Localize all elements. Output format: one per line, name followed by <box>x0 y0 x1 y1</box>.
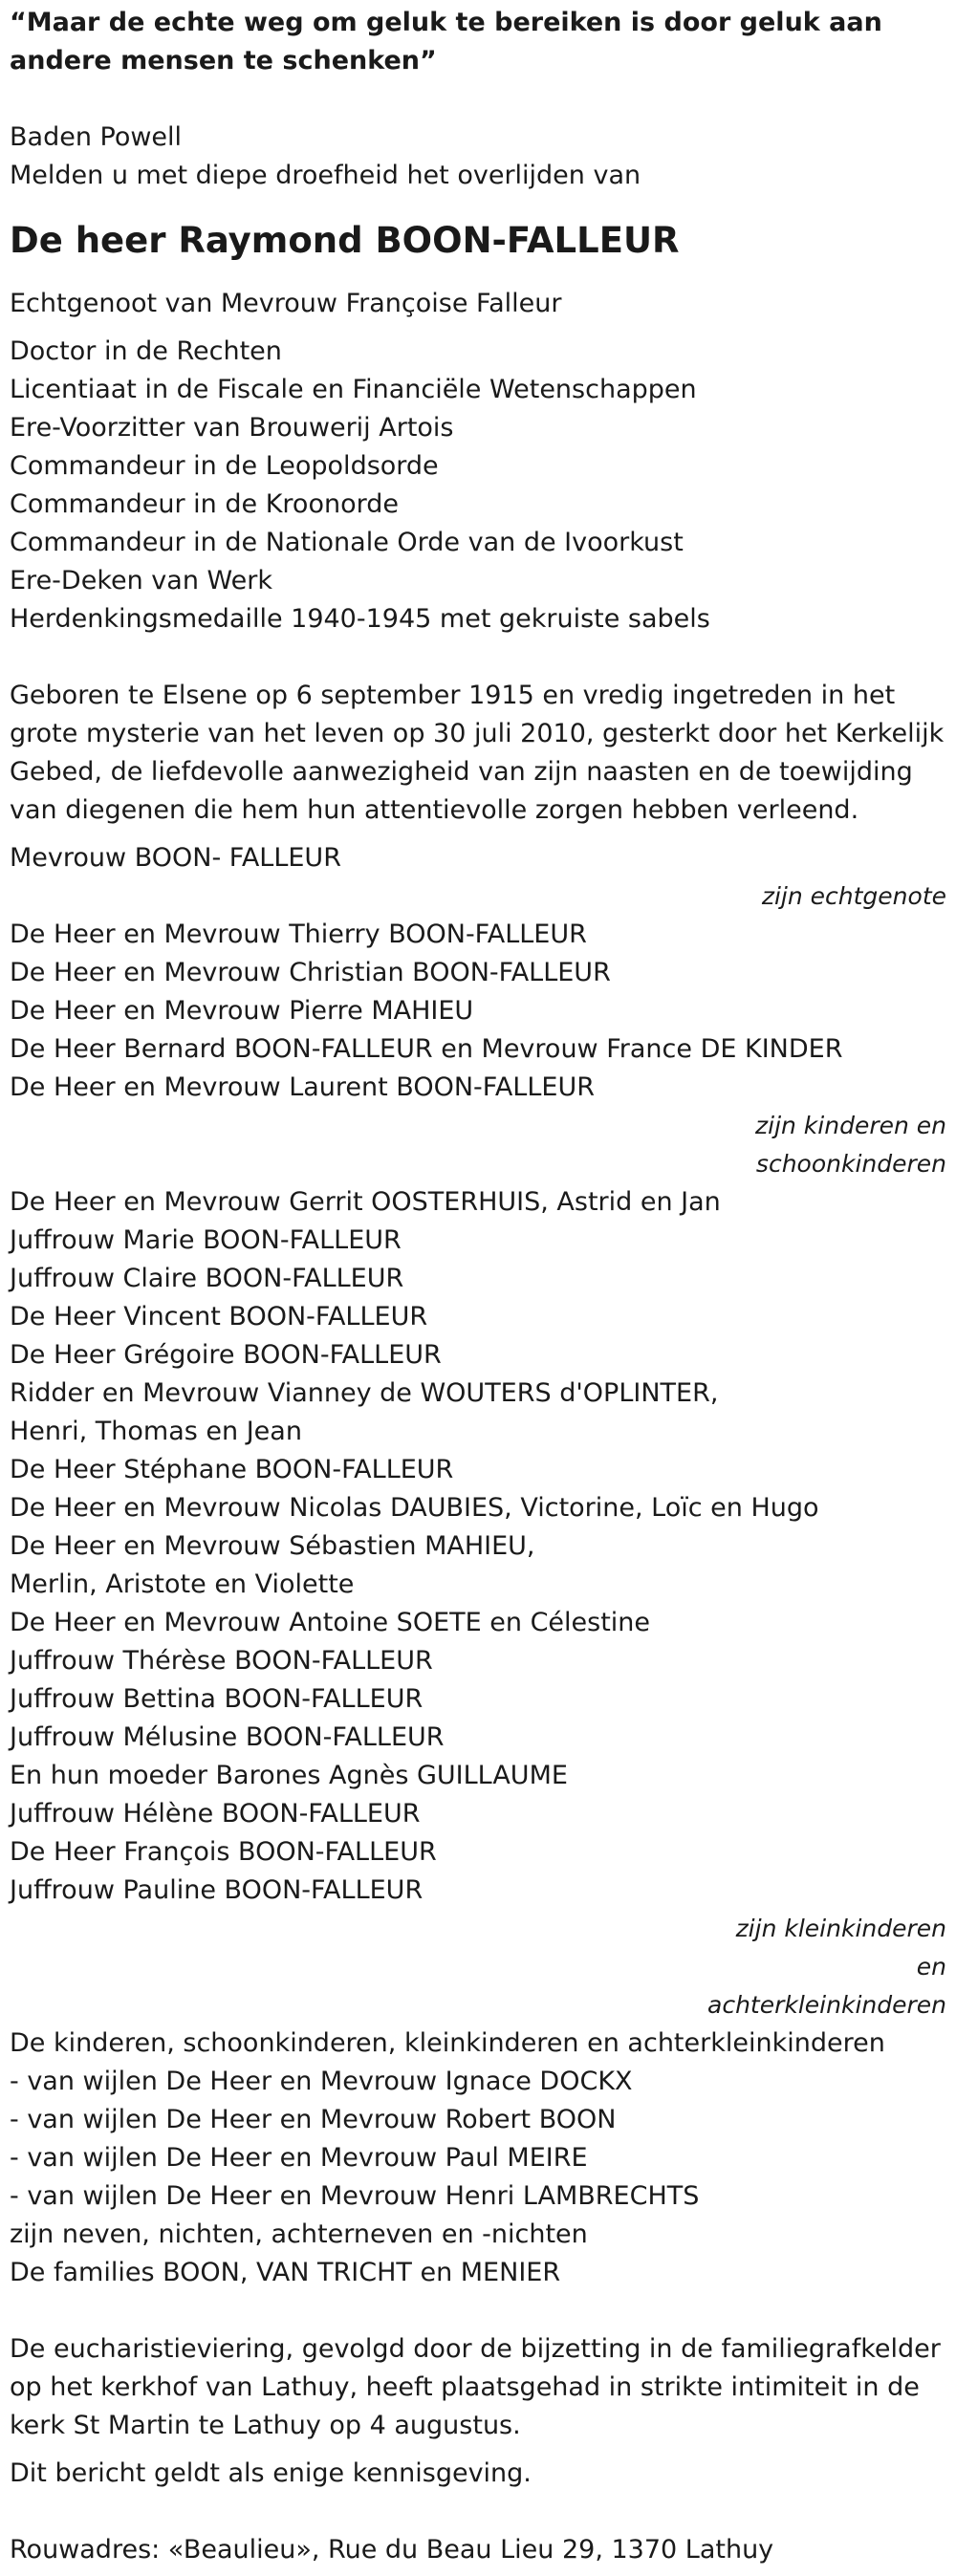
mourner-name: Ridder en Mevrouw Vianney de WOUTERS d'OPLINTER, <box>10 1378 719 1408</box>
mourner-name: En hun moeder Barones Agnès GUILLAUME <box>10 1761 568 1790</box>
mourner-name: De Heer en Mevrouw Nicolas DAUBIES, Victorine, Loïc en Hugo <box>10 1493 819 1523</box>
relation-label: schoonkinderen <box>755 1150 946 1178</box>
mourner-name: Juffrouw Thérèse BOON-FALLEUR <box>10 1646 433 1676</box>
mourner-name: Juffrouw Mélusine BOON-FALLEUR <box>10 1722 445 1752</box>
family-line: - van wijlen De Heer en Mevrouw Ignace DOCKX <box>10 2067 633 2096</box>
mourner-name: De Heer en Mevrouw Thierry BOON-FALLEUR <box>10 920 587 949</box>
spouse-group <box>10 839 946 916</box>
title-item: Doctor in de Rechten <box>10 336 282 366</box>
mourner-name: De Heer en Mevrouw Sébastien MAHIEU, <box>10 1531 535 1561</box>
mourner-name: Juffrouw Pauline BOON-FALLEUR <box>10 1875 424 1905</box>
family-line: zijn neven, nichten, achterneven en -nichten <box>10 2219 588 2249</box>
title-item: Ere-Deken van Werk <box>10 566 272 595</box>
relation-label: en <box>916 1953 946 1981</box>
mourner-name: De Heer en Mevrouw Christian BOON-FALLEUR <box>10 958 611 987</box>
quote-author: Baden Powell <box>10 122 183 152</box>
notice-line: Dit bericht geldt als enige kennisgeving. <box>10 2458 532 2488</box>
mourner-name: De Heer en Mevrouw Gerrit OOSTERHUIS, Astrid en Jan <box>10 1187 721 1217</box>
mourner-name: De Heer Bernard BOON-FALLEUR en Mevrouw France DE KINDER <box>10 1034 843 1064</box>
title-item: Herdenkingsmedaille 1940-1945 met gekruiste sabels <box>10 604 710 634</box>
mourner-name: Juffrouw Bettina BOON-FALLEUR <box>10 1684 424 1714</box>
family-line: - van wijlen De Heer en Mevrouw Henri LAMBRECHTS <box>10 2181 700 2211</box>
mourner-name: De Heer en Mevrouw Laurent BOON-FALLEUR <box>10 1072 595 1102</box>
family-line: De kinderen, schoonkinderen, kleinkinderen en achterkleinkinderen <box>10 2028 885 2058</box>
title-item: Commandeur in de Nationale Orde van de Ivoorkust <box>10 528 684 557</box>
ceremony-paragraph: De eucharistieviering, gevolgd door de bijzetting in de familiegrafkelder op het kerkhof van Lathuy, heeft plaatsgehad in strikte intimiteit in de kerk St Martin te Lathuy op 4 augustus. <box>10 2334 941 2440</box>
title-item: Ere-Voorzitter van Brouwerij Artois <box>10 413 454 443</box>
relation-label: achterkleinkinderen <box>707 1991 946 2019</box>
address-line: Rouwadres: «Beaulieu», Rue du Beau Lieu 29, 1370 Lathuy <box>10 2535 774 2565</box>
relation-label: zijn kinderen en <box>755 1112 946 1139</box>
mourner-name: De Heer Grégoire BOON-FALLEUR <box>10 1340 442 1370</box>
family-line: - van wijlen De Heer en Mevrouw Paul MEIRE <box>10 2143 588 2173</box>
title-item: Licentiaat in de Fiscale en Financiële Wetenschappen <box>10 375 697 404</box>
mourner-name: Henri, Thomas en Jean <box>10 1417 302 1446</box>
spouse-line: Echtgenoot van Mevrouw Françoise Falleur <box>10 289 562 318</box>
mourner-name: De Heer Stéphane BOON-FALLEUR <box>10 1455 454 1484</box>
grandchildren-group <box>10 1183 946 2024</box>
family-line: De families BOON, VAN TRICHT en MENIER <box>10 2258 561 2287</box>
announcement: Melden u met diepe droefheid het overlijden van <box>10 161 641 190</box>
quote: “Maar de echte weg om geluk te bereiken is door geluk aan andere mensen te schenken” <box>10 8 882 76</box>
mourner-name: De Heer en Mevrouw Pierre MAHIEU <box>10 996 474 1026</box>
relation-label: zijn kleinkinderen <box>735 1915 946 1942</box>
deceased-name: De heer Raymond BOON-FALLEUR <box>10 220 680 261</box>
mourner-name: De Heer François BOON-FALLEUR <box>10 1837 437 1867</box>
mourner-name: Juffrouw Hélène BOON-FALLEUR <box>10 1799 421 1829</box>
family-group <box>10 2024 946 2292</box>
mourner-name: Juffrouw Marie BOON-FALLEUR <box>10 1225 402 1255</box>
titles-list <box>10 333 946 639</box>
mourner-name: Merlin, Aristote en Violette <box>10 1569 355 1599</box>
mourner-name: Juffrouw Claire BOON-FALLEUR <box>10 1264 404 1293</box>
title-item: Commandeur in de Kroonorde <box>10 489 399 519</box>
birth-paragraph: Geboren te Elsene op 6 september 1915 en vredig ingetreden in het grote mysterie van het leven op 30 juli 2010, gesterkt door het Kerkelijk Gebed, de liefdevolle aanwezigheid van zijn naasten en de toewijding van diegenen die hem hun attentievolle zorgen hebben verleend. <box>10 681 945 825</box>
children-group <box>10 916 946 1183</box>
mourner-name: De Heer Vincent BOON-FALLEUR <box>10 1302 428 1331</box>
family-line: - van wijlen De Heer en Mevrouw Robert BOON <box>10 2105 617 2134</box>
relation-label: zijn echtgenote <box>761 882 946 910</box>
mourner-name: Mevrouw BOON- FALLEUR <box>10 843 341 873</box>
mourner-name: De Heer en Mevrouw Antoine SOETE en Célestine <box>10 1608 651 1637</box>
title-item: Commandeur in de Leopoldsorde <box>10 451 439 481</box>
